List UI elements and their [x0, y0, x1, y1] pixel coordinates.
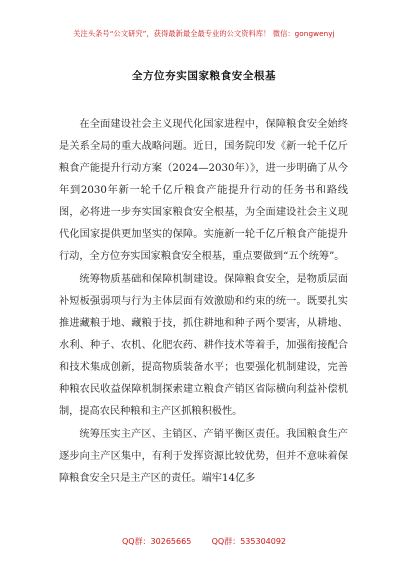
body-paragraph-3: 统筹压实主产区、主销区、产销平衡区责任。我国粮食生产逐步向主产区集中，有利于发挥资源比较优势，但并不意味着保障粮食安全只是主产区的责任。端牢14亿多 [59, 429, 348, 484]
document-title: 全方位夯实国家粮食安全根基 [131, 70, 277, 82]
body-paragraph-1: 在全面建设社会主义现代化国家进程中，保障粮食安全始终是关系全局的重大战略问题。近日，国务院印发《新一轮千亿斤粮食产能提升行动方案（2024—2030年）》，进一步明确了从今年到2030年新一轮千亿斤粮食产能提升行动的任务书和路线图，必将进一步夯实国家粮食安全根基，为全面建设社会主义现代化国家提供更加坚实的保障。实施新一轮千亿斤粮食产能提升行动，全方位夯实国家粮食安全根基，重点要做到“五个统筹”。 [59, 119, 348, 262]
body-paragraph-2: 统筹物质基础和保障机制建设。保障粮食安全，是物质层面补短板强弱项与行为主体层面有效激励和约束的统一。既要扎实推进藏粮于地、藏粮于技，抓住耕地和种子两个要害，从耕地、水利、种子、农机、化肥农药、耕作技术等着手，加强衔接配合和技术集成创新，提高物质装备水平；也要强化机制建设，完善种粮农民收益保障机制探索建立粮食产销区省际横向利益补偿机制，提高农民种粮和主产区抓粮积极性。 [59, 274, 348, 417]
footer-contact-text: QQ群：30265665 QQ群：535304092 [121, 537, 287, 546]
document-body [59, 114, 348, 491]
header-promo-text: 关注头条号“公文研究”，获得最新最全最专业的公文资料库！ 微信：gongwenyj [73, 29, 335, 38]
